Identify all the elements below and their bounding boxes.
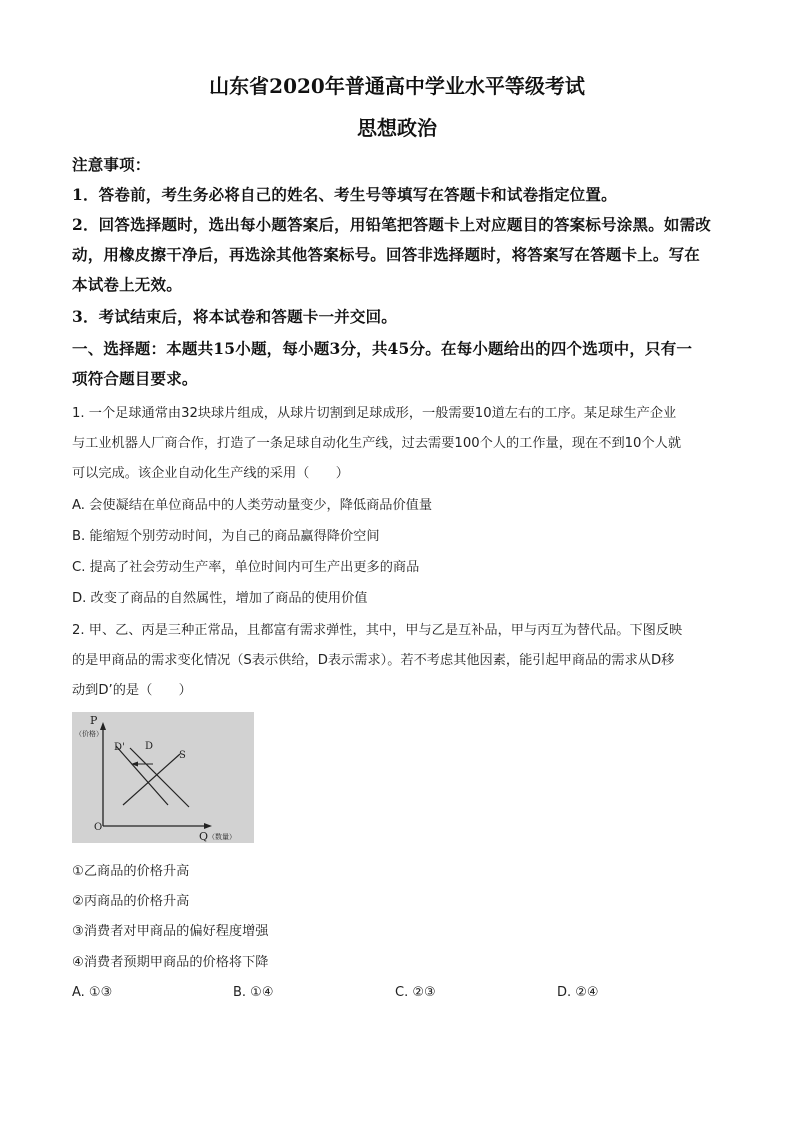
exam-subject: 思想政治 bbox=[357, 116, 437, 140]
notice-line-1: 1．答卷前，考生务必将自己的姓名、考生号等填写在答题卡和试卷指定位置。 bbox=[72, 185, 617, 204]
q2-stem-line-1: 2. 甲、乙、丙是三种正常品，且都富有需求弹性，其中，甲与乙是互补品，甲与丙互为替代品。下图反映 bbox=[72, 623, 683, 638]
notice-line-4: 本试卷上无效。 bbox=[72, 275, 182, 294]
q1-option-c: C. 提高了社会劳动生产率，单位时间内可生产出更多的商品 bbox=[72, 560, 420, 575]
section-heading-line-1: 一、选择题：本题共15小题，每小题3分，共45分。在每小题给出的四个选项中，只有一 bbox=[72, 339, 693, 358]
exam-title: 山东省2020年普通高中学业水平等级考试 bbox=[209, 74, 585, 98]
q1-stem-line-2: 与工业机器人厂商合作，打造了一条足球自动化生产线，过去需要100个人的工作量，现在不到10个人就 bbox=[72, 436, 682, 451]
notice-line-2: 2．回答选择题时，选出每小题答案后，用铅笔把答题卡上对应题目的答案标号涂黑。如需改 bbox=[72, 215, 711, 234]
x-axis-note: （数量） bbox=[208, 833, 236, 841]
curve-label-d-prime: D' bbox=[114, 742, 125, 753]
q2-statement-3: ③消费者对甲商品的偏好程度增强 bbox=[72, 924, 269, 939]
q2-stem-line-2: 的是甲商品的需求变化情况（S表示供给，D表示需求）。若不考虑其他因素，能引起甲商品的需求从D移 bbox=[72, 653, 675, 668]
q1-stem-line-1: 1. 一个足球通常由32块球片组成，从球片切割到足球成形，一般需要10道左右的工序。某足球生产企业 bbox=[72, 406, 677, 421]
notice-line-3: 动，用橡皮擦干净后，再选涂其他答案标号。回答非选择题时，将答案写在答题卡上。写在 bbox=[72, 245, 701, 264]
curve-label-s: S bbox=[179, 750, 186, 761]
q2-statement-4: ④消费者预期甲商品的价格将下降 bbox=[72, 955, 269, 970]
curve-label-d: D bbox=[145, 741, 154, 752]
x-axis-arrow bbox=[204, 823, 212, 829]
notice-line-5: 3．考试结束后，将本试卷和答题卡一并交回。 bbox=[72, 307, 397, 326]
origin-label: O bbox=[94, 822, 103, 833]
x-axis-label: Q bbox=[199, 830, 209, 843]
shift-arrow-head bbox=[131, 762, 138, 767]
y-axis-label: P bbox=[90, 714, 98, 727]
q2-choice-c: C. ②③ bbox=[395, 985, 436, 1000]
q1-stem-line-3: 可以完成。该企业自动化生产线的采用（ ） bbox=[72, 466, 349, 481]
q2-choice-b: B. ①④ bbox=[233, 985, 274, 1000]
q2-choice-a: A. ①③ bbox=[72, 985, 113, 1000]
supply-curve-s bbox=[123, 754, 180, 805]
q2-stem-line-3: 动到D’的是（ ） bbox=[72, 683, 192, 698]
section-heading-line-2: 项符合题目要求。 bbox=[72, 369, 198, 388]
q1-option-a: A. 会使凝结在单位商品中的人类劳动量变少，降低商品价值量 bbox=[72, 498, 433, 513]
demand-supply-diagram bbox=[72, 712, 254, 843]
demand-curve-d-prime bbox=[116, 746, 168, 805]
q2-statement-2: ②丙商品的价格升高 bbox=[72, 894, 190, 909]
y-axis-arrow bbox=[100, 722, 106, 730]
q1-option-d: D. 改变了商品的自然属性，增加了商品的使用价值 bbox=[72, 591, 368, 606]
y-axis-note: （价格） bbox=[75, 730, 103, 738]
q2-choice-d: D. ②④ bbox=[557, 985, 599, 1000]
q1-option-b: B. 能缩短个别劳动时间，为自己的商品赢得降价空间 bbox=[72, 529, 380, 544]
demand-shift-figure bbox=[72, 712, 254, 843]
notice-heading: 注意事项： bbox=[72, 155, 151, 174]
q2-statement-1: ①乙商品的价格升高 bbox=[72, 864, 190, 879]
